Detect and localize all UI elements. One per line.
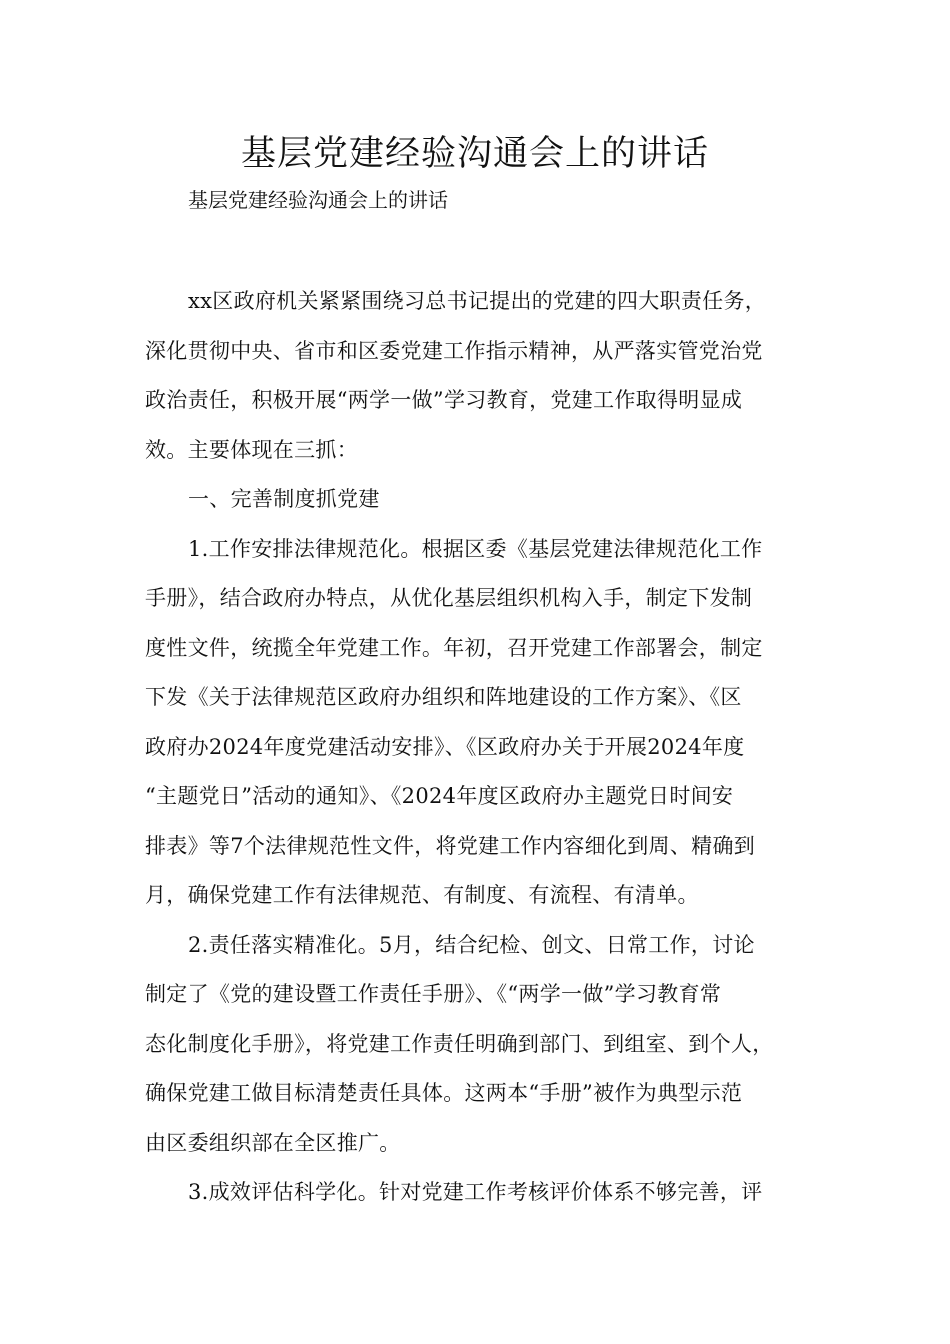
body-line: 政治责任，积极开展“两学一做”学习教育，党建工作取得明显成 (145, 388, 743, 412)
body-line: 3.成效评估科学化。针对党建工作考核评价体系不够完善，评 (188, 1180, 763, 1204)
body-line: 制定了《党的建设暨工作责任手册》、《“两学一做”学习教育常 (145, 982, 722, 1006)
body-line: 政府办2024年度党建活动安排》、《区政府办关于开展2024年度 (145, 734, 745, 759)
body-line: 下发《关于法律规范区政府办组织和阵地建设的工作方案》、《区 (145, 685, 742, 709)
body-line: 由区委组织部在全区推广。 (145, 1130, 401, 1155)
body-line: 1.工作安排法律规范化。根据区委《基层党建法律规范化工作 (188, 536, 763, 561)
body-line: “主题党日”活动的通知》、《2024年度区政府办主题党日时间安 (145, 784, 734, 808)
body-line: 确保党建工做目标清楚责任具体。这两本“手册”被作为典型示范 (145, 1081, 743, 1105)
document-title: 基层党建经验沟通会上的讲话 (240, 134, 709, 174)
body-line: xx区政府机关紧紧围绕习总书记提出的党建的四大职责任务， (188, 289, 767, 313)
body-line: 排表》等7个法律规范性文件，将党建工作内容细化到周、精确到 (145, 833, 756, 858)
body-line: 月，确保党建工作有法律规范、有制度、有流程、有清单。 (145, 883, 699, 907)
body-line: 态化制度化手册》，将党建工作责任明确到部门、到组室、到个人， (145, 1031, 774, 1056)
document-body (145, 283, 810, 1224)
body-line: 度性文件，统揽全年党建工作。年初，召开党建工作部署会，制定 (145, 635, 763, 660)
document-subtitle: 基层党建经验沟通会上的讲话 (188, 188, 448, 212)
body-line: 一、完善制度抓党建 (188, 487, 380, 511)
body-line: 深化贯彻中央、省市和区委党建工作指示精神，从严落实管党治党 (145, 338, 763, 363)
body-line: 手册》，结合政府办特点，从优化基层组织机构入手，制定下发制 (145, 586, 753, 610)
body-line: 2.责任落实精准化。5月，结合纪检、创文、日常工作，讨论 (188, 932, 755, 957)
body-line: 效。主要体现在三抓： (145, 437, 358, 462)
